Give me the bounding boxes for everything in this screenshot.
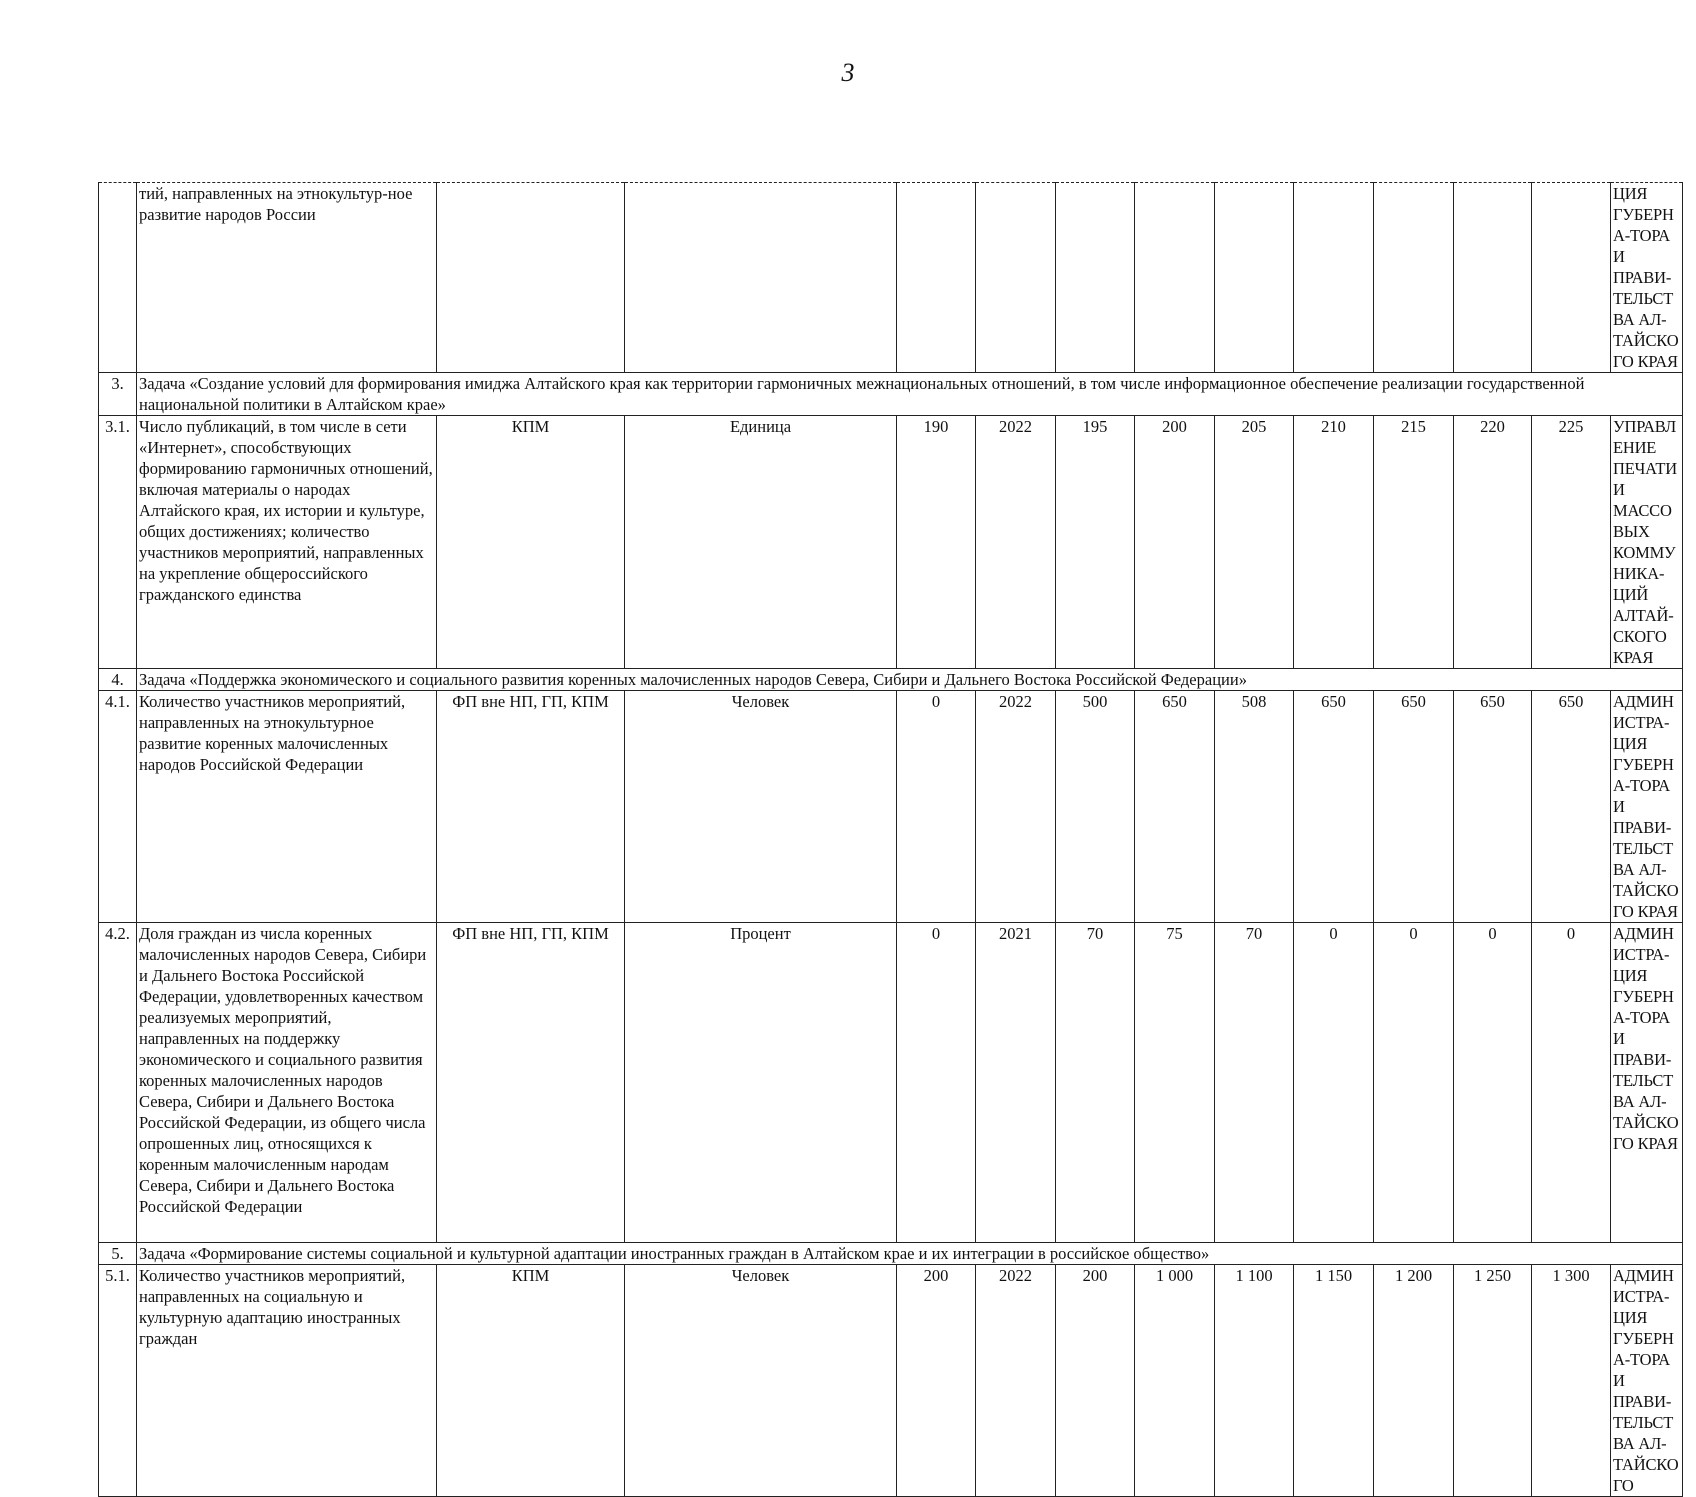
cell-value: 200 (1056, 1265, 1135, 1497)
indicator-row (99, 691, 1683, 923)
cell-value: 1 000 (1135, 1265, 1215, 1497)
cell-value: 200 (1135, 416, 1215, 669)
cell-base-value: 0 (897, 691, 976, 923)
cell-value: 1 250 (1454, 1265, 1532, 1497)
cell-value: 1 150 (1294, 1265, 1374, 1497)
cell-agency: ЦИЯ ГУБЕРНА-ТОРА И ПРАВИ-ТЕЛЬСТВА АЛ-ТАЙСКОГО КРАЯ (1611, 183, 1683, 373)
cell-value: 650 (1532, 691, 1611, 923)
table-row-continuation (99, 183, 1683, 373)
cell-value: 1 300 (1532, 1265, 1611, 1497)
cell-value: 215 (1374, 416, 1454, 669)
cell-indicator-name: Количество участников мероприятий, направленных на этнокультурное развитие коренных малочисленных народов Российской Федерации (137, 691, 437, 923)
cell-base-value: 200 (897, 1265, 976, 1497)
cell-agency: АДМИНИСТРА-ЦИЯ ГУБЕРНА-ТОРА И ПРАВИ-ТЕЛЬСТВА АЛ-ТАЙСКОГО КРАЯ (1611, 923, 1683, 1243)
cell-value: 650 (1374, 691, 1454, 923)
task-row (99, 373, 1683, 416)
cell-unit: Человек (625, 1265, 897, 1497)
cell-indicator-name: Число публикаций, в том числе в сети «Интернет», способствующих формированию гармоничных отношений, включая материалы о народах Алтайского края, их истории и культуре, общих достижениях; количество участников мероприятий, направленных на укрепление общероссийского гражданского единства (137, 416, 437, 669)
page-number: 3 (841, 58, 855, 87)
cell-value: 70 (1215, 923, 1294, 1243)
cell-level: КПМ (437, 1265, 625, 1497)
cell-value: 0 (1532, 923, 1611, 1243)
cell-num: 3.1. (99, 416, 137, 669)
cell-level: ФП вне НП, ГП, КПМ (437, 923, 625, 1243)
cell-agency: АДМИНИСТРА-ЦИЯ ГУБЕРНА-ТОРА И ПРАВИ-ТЕЛЬСТВА АЛ-ТАЙСКОГО (1611, 1265, 1683, 1497)
cell-num: 5.1. (99, 1265, 137, 1497)
task-text: Задача «Поддержка экономического и социального развития коренных малочисленных народов Севера, Сибири и Дальнего Востока Российской Федерации» (137, 669, 1683, 691)
cell-base-year: 2022 (976, 1265, 1056, 1497)
cell-num: 4.1. (99, 691, 137, 923)
cell-num: 4.2. (99, 923, 137, 1243)
task-text: Задача «Создание условий для формирования имиджа Алтайского края как территории гармоничных межнациональных отношений, в том числе информационное обеспечение реализации государственной национальной политики в Алтайском крае» (137, 373, 1683, 416)
cell-value: 650 (1454, 691, 1532, 923)
task-row (99, 1243, 1683, 1265)
cell-value: 225 (1532, 416, 1611, 669)
task-text: Задача «Формирование системы социальной и культурной адаптации иностранных граждан в Алтайском крае и их интеграции в российское общество» (137, 1243, 1683, 1265)
cell-level: КПМ (437, 416, 625, 669)
indicators-table (98, 182, 1683, 1497)
cell-unit: Процент (625, 923, 897, 1243)
indicator-row (99, 1265, 1683, 1497)
cell-base-year: 2021 (976, 923, 1056, 1243)
cell-num (99, 183, 137, 373)
table-body (99, 183, 1683, 1497)
cell-value: 500 (1056, 691, 1135, 923)
cell-agency: АДМИНИСТРА-ЦИЯ ГУБЕРНА-ТОРА И ПРАВИ-ТЕЛЬСТВА АЛ-ТАЙСКОГО КРАЯ (1611, 691, 1683, 923)
cell-value: 210 (1294, 416, 1374, 669)
cell-num: 3. (99, 373, 137, 416)
cell-level: ФП вне НП, ГП, КПМ (437, 691, 625, 923)
cell-value: 0 (1454, 923, 1532, 1243)
task-row (99, 669, 1683, 691)
cell-base-value: 190 (897, 416, 976, 669)
cell-value: 220 (1454, 416, 1532, 669)
cell-unit: Единица (625, 416, 897, 669)
cell-value: 508 (1215, 691, 1294, 923)
cell-value: 195 (1056, 416, 1135, 669)
cell-value: 1 100 (1215, 1265, 1294, 1497)
cell-indicator-name: тий, направленных на этнокультур-ное развитие народов России (137, 183, 437, 373)
cell-value: 0 (1374, 923, 1454, 1243)
cell-unit: Человек (625, 691, 897, 923)
cell-agency: УПРАВЛЕНИЕ ПЕЧАТИ И МАССОВЫХ КОММУНИКА-ЦИЙ АЛТАЙ-СКОГО КРАЯ (1611, 416, 1683, 669)
cell-num: 4. (99, 669, 137, 691)
cell-value: 205 (1215, 416, 1294, 669)
cell-value: 650 (1294, 691, 1374, 923)
cell-value: 650 (1135, 691, 1215, 923)
indicator-row (99, 416, 1683, 669)
cell-value: 0 (1294, 923, 1374, 1243)
cell-base-value: 0 (897, 923, 976, 1243)
cell-base-year: 2022 (976, 416, 1056, 669)
cell-indicator-name: Количество участников мероприятий, направленных на социальную и культурную адаптацию иностранных граждан (137, 1265, 437, 1497)
cell-value: 70 (1056, 923, 1135, 1243)
indicator-row (99, 923, 1683, 1243)
cell-indicator-name: Доля граждан из числа коренных малочисленных народов Севера, Сибири и Дальнего Востока Российской Федерации, удовлетворенных качеством реализуемых мероприятий, направленных на поддержку экономического и социального развития коренных малочисленных народов Севера, Сибири и Дальнего Востока Российской Федерации, из общего числа опрошенных лиц, относящихся к коренным малочисленным народам Севера, Сибири и Дальнего Востока Российской Федерации (137, 923, 437, 1243)
cell-base-year: 2022 (976, 691, 1056, 923)
cell-num: 5. (99, 1243, 137, 1265)
cell-value: 75 (1135, 923, 1215, 1243)
cell-value: 1 200 (1374, 1265, 1454, 1497)
